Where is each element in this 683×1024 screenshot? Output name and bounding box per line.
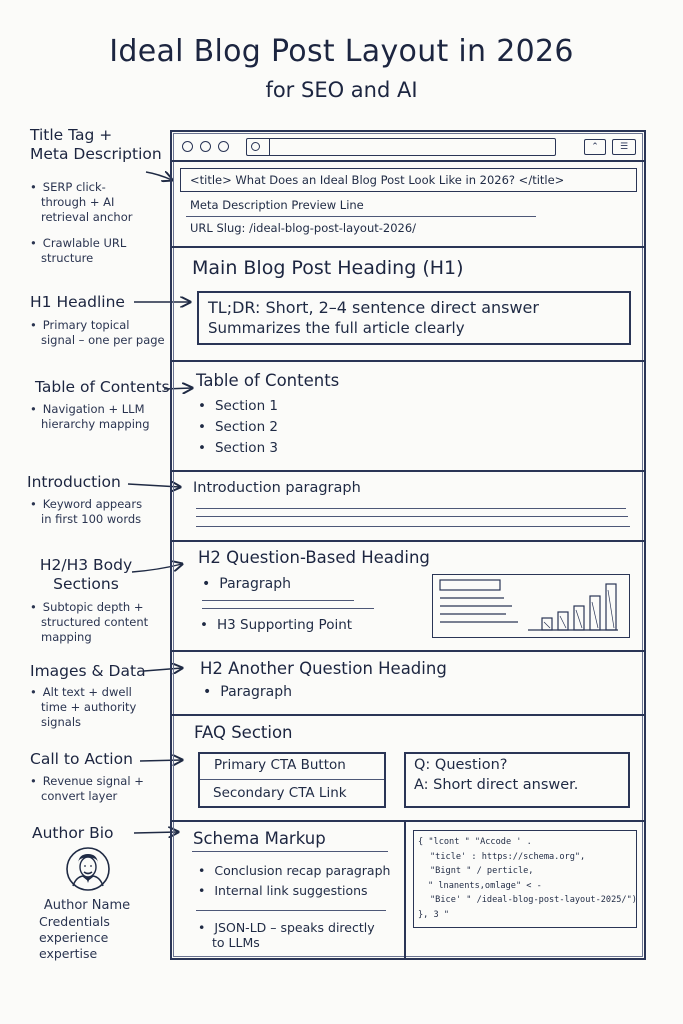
intro-paragraph: Introduction paragraph	[193, 480, 361, 496]
annotation-title-tag-note-2: • Crawlable URL structure	[30, 236, 127, 265]
browser-dot-icon[interactable]	[182, 141, 193, 152]
annotation-toc-note: • Navigation + LLM hierarchy mapping	[30, 402, 150, 431]
faq-heading: FAQ Section	[194, 723, 293, 742]
divider	[186, 216, 536, 217]
annotation-body-note: • Subtopic depth + structured content mapping	[30, 600, 149, 644]
annotation-images-note: • Alt text + dwell time + authority signals	[30, 685, 137, 729]
paragraph: • Paragraph	[203, 684, 292, 700]
annotation-intro-note: • Keyword appears in first 100 words	[30, 497, 143, 526]
tldr-line-1: TL;DR: Short, 2–4 sentence direct answer	[208, 298, 539, 317]
text-line	[202, 608, 374, 609]
tldr-line-2: Summarizes the full article clearly	[208, 319, 465, 337]
divider	[171, 820, 645, 822]
text-line	[196, 516, 628, 517]
menu-icon[interactable]: ☰	[612, 139, 636, 155]
faq-question: Q: Question?	[414, 757, 508, 773]
annotation-toc: Table of Contents	[35, 378, 170, 396]
toc-item[interactable]: • Section 3	[198, 440, 278, 456]
internal-links-item: • Internal link suggestions	[198, 883, 368, 898]
divider	[171, 246, 645, 248]
browser-dot-icon[interactable]	[200, 141, 211, 152]
main-heading-h1: Main Blog Post Heading (H1)	[192, 257, 464, 279]
diagram-subtitle: for SEO and AI	[265, 78, 418, 102]
paragraph: • Paragraph	[202, 576, 291, 592]
text-line	[196, 526, 630, 527]
faq-answer: A: Short direct answer.	[414, 777, 579, 793]
annotation-h1-note: • Primary topical signal – one per page	[30, 318, 165, 347]
annotation-images: Images & Data	[30, 662, 146, 680]
url-bar-icon[interactable]	[246, 138, 556, 156]
schema-heading: Schema Markup	[193, 829, 326, 848]
annotation-cta-note: • Revenue signal + convert layer	[30, 774, 144, 803]
divider	[171, 650, 645, 652]
author-bio: Author Name Credentials experience expertise	[39, 898, 131, 961]
annotation-title-tag: Title Tag + Meta Description	[30, 126, 162, 163]
annotation-body: H2/H3 Body Sections	[39, 556, 133, 593]
secondary-cta-link[interactable]: Secondary CTA Link	[213, 785, 347, 801]
divider	[171, 714, 645, 716]
author-portrait-icon	[62, 846, 114, 892]
annotation-author: Author Bio	[32, 824, 114, 842]
minimize-icon[interactable]: ⌃	[584, 139, 606, 155]
toc-heading: Table of Contents	[196, 371, 340, 390]
toc-item[interactable]: • Section 1	[198, 398, 278, 414]
diagram-title: Ideal Blog Post Layout in 2026	[109, 34, 574, 69]
title-tag-text: <title> What Does an Ideal Blog Post Look Like in 2026? </title>	[190, 173, 565, 187]
toc-item[interactable]: • Section 2	[198, 419, 278, 435]
bar-chart-icon	[432, 574, 630, 638]
divider	[171, 540, 645, 542]
annotation-h1: H1 Headline	[30, 293, 125, 311]
annotation-intro: Introduction	[27, 473, 121, 491]
h3-supporting-point: • H3 Supporting Point	[200, 617, 352, 633]
jsonld-note: • JSON-LD – speaks directly to LLMs	[198, 920, 375, 950]
url-slug: URL Slug: /ideal-blog-post-layout-2026/	[190, 221, 417, 235]
annotation-title-tag-note-1: • SERP click- through + AI retrieval anchor	[30, 180, 133, 224]
divider	[171, 360, 645, 362]
divider	[192, 851, 388, 852]
divider	[196, 910, 386, 911]
browser-dot-icon[interactable]	[218, 141, 229, 152]
text-line	[202, 600, 354, 601]
primary-cta-button[interactable]: Primary CTA Button	[214, 757, 346, 773]
h2-question-heading: H2 Question-Based Heading	[198, 548, 430, 567]
meta-description-preview: Meta Description Preview Line	[190, 198, 364, 212]
divider	[171, 470, 645, 472]
text-line	[196, 508, 626, 509]
annotation-cta: Call to Action	[30, 750, 133, 768]
json-ld-code: { "lcont " "Accode ' . "ticle' : https://schema.org", "Bignt " / perticle, " lnanents,omlage" < - "Bice' " /ideal-blog-post-layout-2025/") }, 3 "	[418, 837, 637, 920]
conclusion-item: • Conclusion recap paragraph	[198, 863, 390, 878]
divider	[171, 160, 645, 162]
h2-another-heading: H2 Another Question Heading	[200, 659, 447, 678]
divider	[404, 820, 406, 958]
divider	[200, 779, 384, 780]
